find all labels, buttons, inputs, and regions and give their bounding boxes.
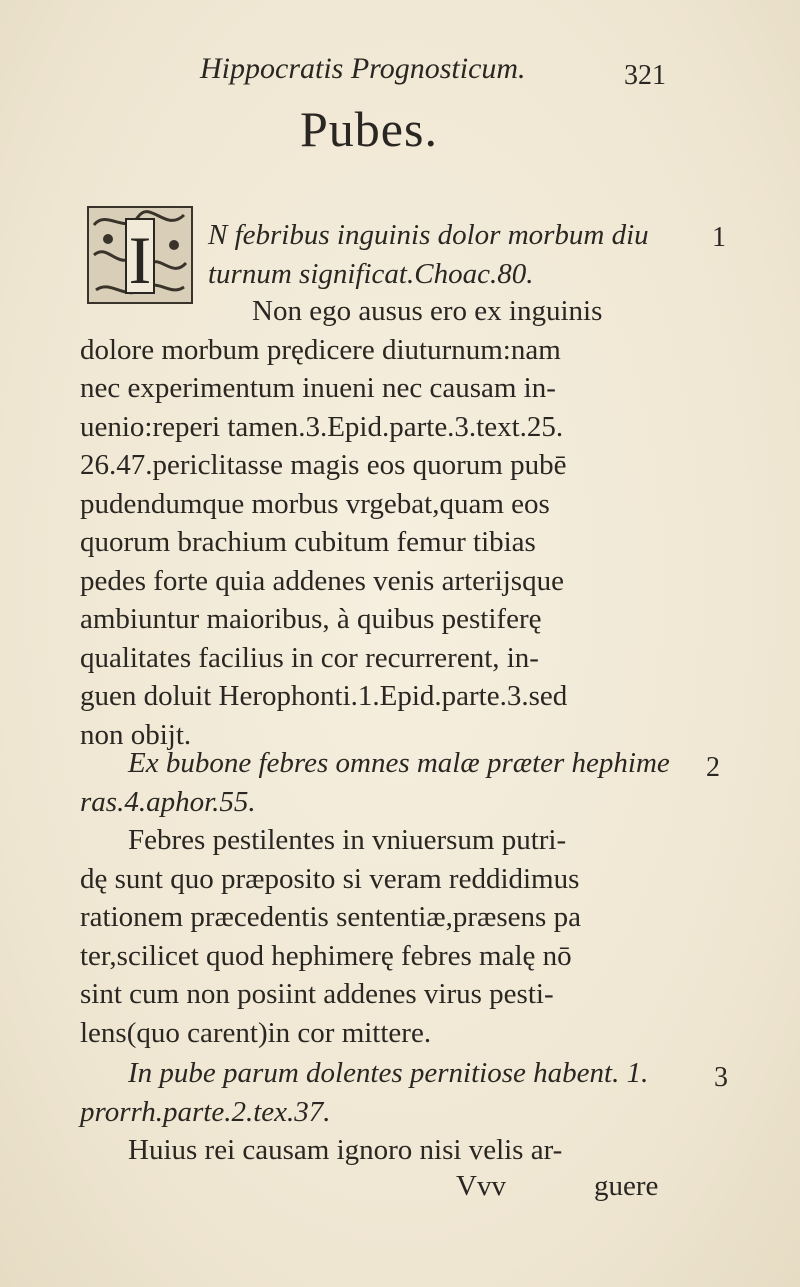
decorated-initial <box>86 205 194 305</box>
initial-letter: I <box>128 222 152 298</box>
text-line: N febribus inguinis dolor morbum diu <box>208 219 649 251</box>
text-line: pudendumque morbus vrgebat,quam eos <box>80 487 550 520</box>
section-2 <box>80 744 680 1052</box>
section-number: 2 <box>706 752 720 783</box>
text-line: dę sunt quo præposito si veram reddidimus <box>80 862 580 895</box>
text-line: dolore morbum prędicere diuturnum:nam <box>80 333 561 366</box>
text-line: Huius rei causam ignoro nisi velis ar- <box>128 1134 563 1166</box>
text-line: lens(quo carent)in cor mittere. <box>80 1016 432 1049</box>
text-line: sint cum non posiint addenes virus pesti- <box>80 978 554 1010</box>
text-line: Febres pestilentes in vniuersum putri- <box>128 824 567 856</box>
text-line: ter,scilicet quod hephimerę febres malę nō <box>80 939 572 972</box>
section-number: 3 <box>714 1062 728 1093</box>
running-title: Hippocratis Prognosticum. <box>200 52 526 85</box>
page-number: 321 <box>624 60 666 91</box>
text-line: quorum brachium cubitum femur tibias <box>80 526 536 558</box>
text-line: guen doluit Herophonti.1.Epid.parte.3.sed <box>80 680 568 712</box>
catchword: guere <box>594 1170 659 1202</box>
lemma-line: prorrh.parte.2.tex.37. <box>80 1095 331 1128</box>
lemma-line: ras.4.aphor.55. <box>80 785 256 818</box>
text-line: rationem præcedentis sententiæ,præsens pa <box>80 901 581 933</box>
section-number: 1 <box>712 222 726 253</box>
text-line: turnum significat.Choac.80. <box>208 257 534 290</box>
lemma-line: In pube parum dolentes pernitiose habent. 1. <box>128 1057 649 1089</box>
text-line: uenio:reperi tamen.3.Epid.parte.3.text.25. <box>80 410 564 443</box>
text-line: 26.47.periclitasse magis eos quorum pubē <box>80 449 567 481</box>
text-line: ambiuntur maioribus, à quibus pestiferę <box>80 603 542 635</box>
lemma-1 <box>208 216 688 293</box>
section-3 <box>80 1054 680 1170</box>
text-line: pedes forte quia addenes venis arterijsque <box>80 564 564 597</box>
chapter-title: Pubes. <box>300 101 438 157</box>
text-line: nec experimentum inueni nec causam in- <box>80 372 556 404</box>
text-line: non obijt. <box>80 718 192 751</box>
text-line: qualitates facilius in cor recurrerent, in- <box>80 641 539 674</box>
signature-mark: Vvv <box>456 1170 506 1202</box>
text-line: Non ego ausus ero ex inguinis <box>252 295 603 327</box>
commentary-1 <box>80 292 680 754</box>
lemma-line: Ex bubone febres omnes malæ præter hephime <box>128 747 670 779</box>
